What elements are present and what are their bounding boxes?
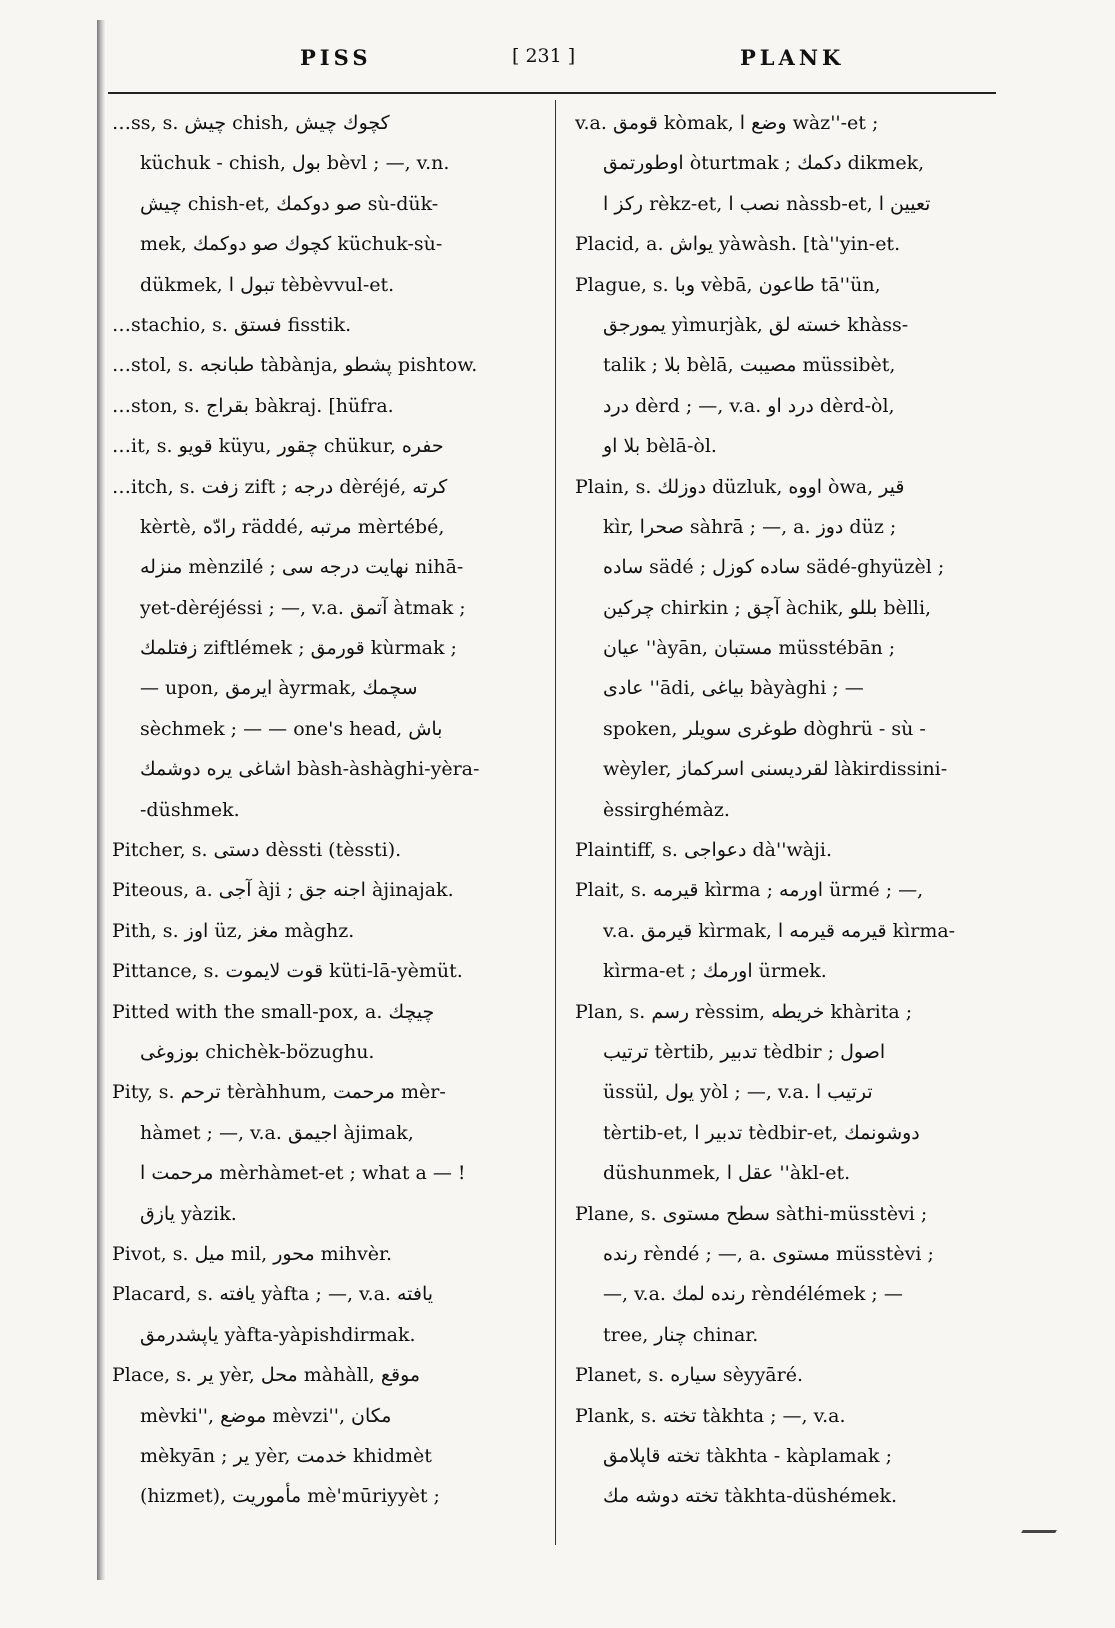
entry-line: wèyler, لقردیسنی اسرکماز làkirdissini- bbox=[603, 758, 948, 781]
entry-line: Plank, s. تخته tàkhta ; —, v.a. bbox=[575, 1404, 846, 1427]
entry-line: …stol, s. طبانجه tàbànja, پشطو pishtow. bbox=[112, 354, 478, 377]
entry-line: اوطورتمق òturtmak ; دکمك dikmek, bbox=[603, 152, 925, 175]
entry-line: Place, s. یر yèr, محل màhàll, موقع bbox=[112, 1364, 421, 1387]
entry-line: hàmet ; —, v.a. اجیمق àjimak, bbox=[140, 1121, 414, 1144]
entry-line: Plait, s. قیرمه kìrma ; اورمه ürmé ; —, bbox=[575, 879, 924, 902]
entry-line: mek, کچوك صو دوکمك küchuk-sù- bbox=[140, 233, 443, 256]
entry-line: Pittance, s. قوت لایموت küti-lā-yèmüt. bbox=[112, 960, 463, 983]
entry-line: Pity, s. ترحم tèràhhum, مرحمت mèr- bbox=[112, 1081, 446, 1104]
entry-line: Pivot, s. میل mil, محور mihvèr. bbox=[112, 1242, 393, 1265]
entry-line: چیش chish-et, صو دوکمك sù-dük- bbox=[140, 192, 439, 215]
entry-line: …it, s. قویو küyu, چقور chükur, حفره bbox=[112, 435, 444, 458]
entry-line: kèrtè, رادّه räddé, مرتبه mèrtébé, bbox=[140, 515, 445, 538]
entry-line: …stachio, s. فستق fisstik. bbox=[112, 313, 352, 336]
entry-line: küchuk - chish, بول bèvl ; —, v.n. bbox=[140, 152, 450, 175]
entry-line: اشاغی یره دوشمك bàsh-àshàghi-yèra- bbox=[140, 758, 480, 781]
entry-line: talik ; بلا bèlā, مصیبت müssibèt, bbox=[603, 354, 896, 377]
entry-line: kìrma-et ; اورمك ürmek. bbox=[603, 960, 827, 983]
entry-line: زفتلمك ziftlémek ; قورمق kùrmak ; bbox=[140, 637, 457, 660]
entry-line: یمورجق yìmurjàk, خسته لق khàss- bbox=[603, 313, 909, 336]
entry-line: ساده sädé ; ساده کوزل sädé-ghyüzèl ; bbox=[603, 556, 945, 579]
entry-line: مرحمت ا mèrhàmet-et ; what a — ! bbox=[140, 1162, 466, 1185]
entry-line: mèkyān ; یر yèr, خدمت khidmèt bbox=[140, 1444, 432, 1467]
entry-line: —, v.a. رنده لمك rèndélémek ; — bbox=[603, 1283, 903, 1306]
entry-line: رنده rèndé ; —, a. مستوی müsstèvi ; bbox=[603, 1242, 934, 1265]
running-head-right: PLANK bbox=[740, 45, 845, 70]
entry-line: …itch, s. زفت zift ; درجه dèréjé, کرته bbox=[112, 475, 448, 498]
book-spine-shadow bbox=[97, 20, 105, 1580]
entry-line: …ss, s. چیش chish, کچوك چیش bbox=[112, 112, 390, 134]
entry-line: yet-dèréjéssi ; —, v.a. آتمق àtmak ; bbox=[140, 596, 466, 619]
entry-line: tree, چنار chinar. bbox=[603, 1323, 759, 1346]
entry-line: Piteous, a. آجی àji ; اجنه جق àjinajak. bbox=[112, 879, 454, 902]
entry-line: عیان ''àyān, مستبان müsstébān ; bbox=[603, 637, 896, 660]
entry-line: تخته دوشه مك tàkhta-düshémek. bbox=[603, 1485, 898, 1508]
entry-line: رکز ا rèkz-et, نصب ا nàssb-et, تعیین ا bbox=[603, 192, 931, 215]
entry-line: ترتیب tèrtib, تدبیر tèdbir ; اصول bbox=[603, 1040, 886, 1063]
entry-line: تخته قاپلامق tàkhta - kàplamak ; bbox=[603, 1444, 892, 1467]
entry-line: بوزوغی chichèk-bözughu. bbox=[140, 1040, 375, 1063]
entry-line: Pitcher, s. دستی dèssti (tèssti). bbox=[112, 839, 402, 862]
entry-line: یاپشدرمق yàfta-yàpishdirmak. bbox=[140, 1323, 416, 1346]
entry-line: Plaintiff, s. دعواجی dà''wàji. bbox=[575, 839, 833, 862]
entry-line: Plane, s. سطح مستوی sàthi-müsstèvi ; bbox=[575, 1202, 928, 1225]
entry-line: èssirghémàz. bbox=[603, 798, 730, 821]
entry-line: Pitted with the small-pox, a. چیچك bbox=[112, 1000, 435, 1023]
entry-line: — upon, ایرمق àyrmak, سچمك bbox=[140, 677, 418, 700]
entry-line: düshunmek, عقل ا ''àkl-et. bbox=[603, 1162, 851, 1185]
entry-line: kìr, صحرا sàhrā ; —, a. دوز düz ; bbox=[603, 515, 897, 538]
entry-line: بلا او bèlā-òl. bbox=[603, 435, 717, 458]
right-column bbox=[575, 103, 995, 1517]
entry-line: üssül, یول yòl ; —, v.a. ترتیب ا bbox=[603, 1081, 873, 1104]
entry-line: Plan, s. رسم rèssim, خریطه khàrita ; bbox=[575, 1000, 913, 1023]
entry-line: mèvki'', موضع mèvzi'', مکان bbox=[140, 1404, 392, 1427]
entry-line: dükmek, تبول ا tèbèvvul-et. bbox=[140, 273, 395, 296]
entry-line: Pith, s. اوز üz, مغز màghz. bbox=[112, 919, 355, 942]
entry-line: Plain, s. دوزلك düzluk, اووه òwa, قیر bbox=[575, 475, 905, 498]
entry-line: Placid, a. یواش yàwàsh. [tà''yin-et. bbox=[575, 233, 901, 256]
entry-line: Placard, s. یافته yàfta ; —, v.a. یافته bbox=[112, 1283, 434, 1306]
entry-line: عادی ''ādi, بیاغی bàyàghi ; — bbox=[603, 677, 864, 700]
left-column bbox=[112, 103, 542, 1517]
corner-mark bbox=[1013, 1530, 1057, 1547]
entry-line: spoken, طوغری سویلر dòghrü - sù - bbox=[603, 717, 926, 740]
running-head-left: PISS bbox=[300, 45, 372, 70]
column-divider bbox=[555, 100, 556, 1545]
entry-line: v.a. قیرمق kìrmak, قیرمه قیرمه ا kìrma- bbox=[603, 919, 956, 942]
entry-line: چرکین chirkin ; آچق àchik, بللو bèlli, bbox=[603, 596, 932, 619]
entry-line: منزله mènzilé ; نهایت درجه سی nihā- bbox=[140, 556, 464, 579]
page-number: [ 231 ] bbox=[512, 45, 576, 67]
entry-line: یازق yàzik. bbox=[140, 1202, 237, 1225]
entry-line: …ston, s. بقراج bàkraj. [hüfra. bbox=[112, 394, 394, 417]
entry-line: (hizmet), مأموریت mè'mūriyyèt ; bbox=[140, 1485, 440, 1508]
entry-line: Planet, s. سیاره sèyyāré. bbox=[575, 1364, 803, 1387]
entry-line: tèrtib-et, تدبیر ا tèdbir-et, دوشونمك bbox=[603, 1121, 920, 1144]
header-rule bbox=[108, 92, 996, 94]
entry-line: v.a. قومق kòmak, وضع ا wàz''-et ; bbox=[575, 112, 879, 134]
entry-line: درد dèrd ; —, v.a. درد او dèrd-òl, bbox=[603, 394, 895, 417]
entry-line: Plague, s. وبا vèbā, طاعون tā''ün, bbox=[575, 273, 881, 296]
entry-line: -düshmek. bbox=[140, 798, 240, 821]
entry-line: sèchmek ; — — one's head, باش bbox=[140, 717, 443, 740]
